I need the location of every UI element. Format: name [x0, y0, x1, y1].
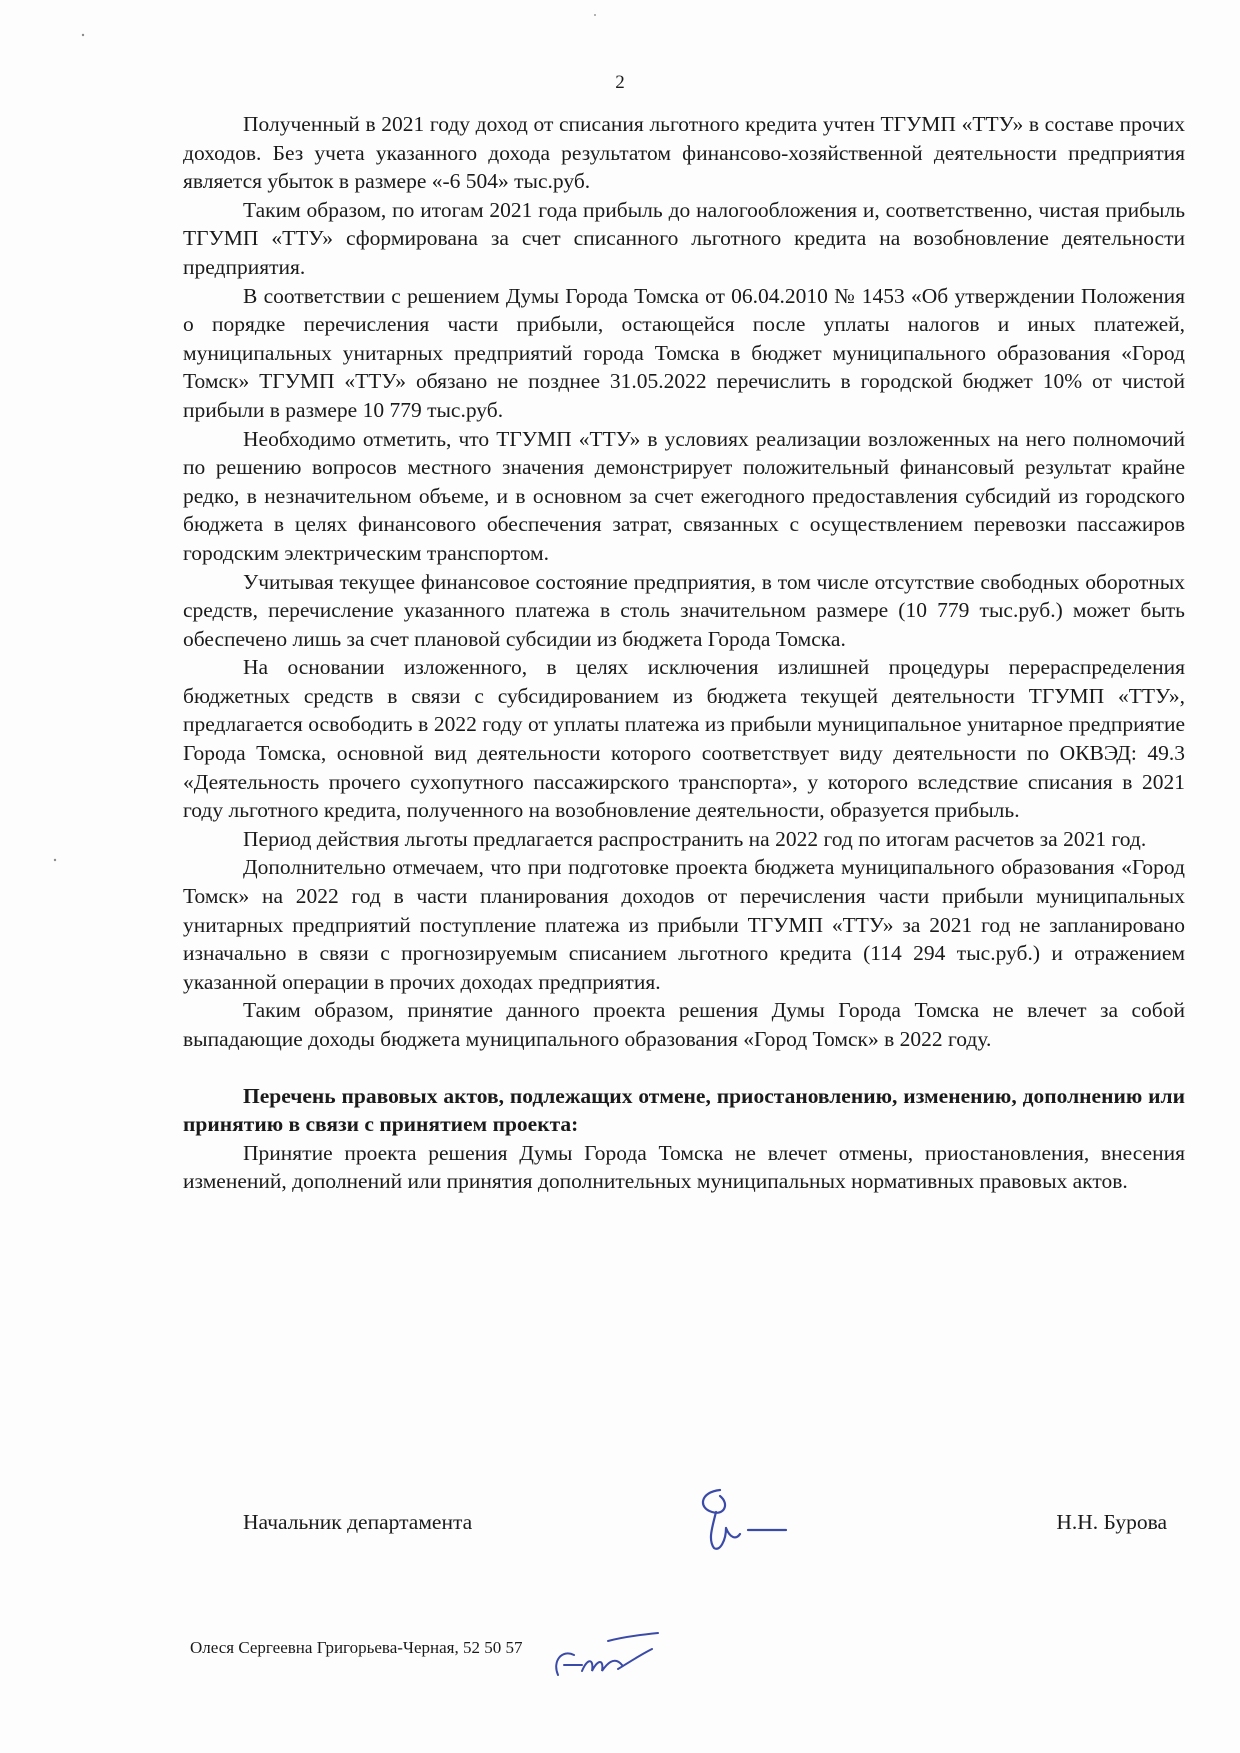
paragraph: Дополнительно отмечаем, что при подготовке проекта бюджета муниципального образования «Город Томск» на 2022 год в части планирования доходов от перечисления части прибыли муниципальных унитарных предприятий поступление платежа из прибыли ТГУМП «ТТУ» за 2021 год не запланировано изначально в связи с прогнозируемым списанием льготного кредита (114 294 тыс.руб.) и отражением указанной операции в прочих доходах предприятия.: [183, 855, 1185, 994]
signatory-position: Начальник департамента: [243, 1510, 473, 1534]
contact-info: Олеся Сергеевна Григорьева-Черная, 52 50 57: [190, 1638, 523, 1657]
scan-speck: [50, 855, 60, 865]
page-number: 2: [615, 72, 625, 93]
section-heading: Перечень правовых актов, подлежащих отмене, приостановлению, изменению, дополнению или принятию в связи с принятием проекта:: [183, 1083, 1185, 1137]
signatory-name: Н.Н. Бурова: [1056, 1510, 1167, 1534]
paragraph: Принятие проекта решения Думы Города Томска не влечет отмены, приостановления, внесения изменений, дополнений или принятия дополнительных муниципальных нормативных правовых актов.: [183, 1140, 1185, 1194]
handwritten-signature: [690, 1478, 810, 1558]
paragraph: В соответствии с решением Думы Города Томска от 06.04.2010 № 1453 «Об утверждении Положения о порядке перечисления части прибыли, остающейся после уплаты налогов и иных платежей, муниципальных унитарных предприятий города Томска в бюджет муниципального образования «Город Томск» ТГУМП «ТТУ» обязано не позднее 31.05.2022 перечислить в городской бюджет 10% от чистой прибыли в размере 10 779 тыс.руб.: [183, 283, 1185, 422]
paragraph: Учитывая текущее финансовое состояние предприятия, в том числе отсутствие свободных оборотных средств, перечисление указанного платежа в столь значительном размере (10 779 тыс.руб.) может быть обеспечено лишь за счет плановой субсидии из бюджета Города Томска.: [183, 569, 1185, 651]
paragraph: Таким образом, принятие данного проекта решения Думы Города Томска не влечет за собой выпадающие доходы бюджета муниципального образования «Город Томск» в 2022 году.: [183, 998, 1185, 1051]
paragraph: Период действия льготы предлагается распространить на 2022 год по итогам расчетов за 2021 год.: [243, 826, 1147, 851]
scan-speck: [590, 10, 600, 20]
paragraph: Полученный в 2021 году доход от списания льготного кредита учтен ТГУМП «ТТУ» в составе прочих доходов. Без учета указанного дохода результатом финансово-хозяйственной деятельности предприятия является убыток в размере «-6 504» тыс.руб.: [183, 112, 1185, 194]
paragraph: На основании изложенного, в целях исключения излишней процедуры перераспределения бюджетных средств в связи с субсидированием из бюджета текущей деятельности ТГУМП «ТТУ», предлагается освободить в 2022 году от уплаты платежа из прибыли муниципальное унитарное предприятие Города Томска, основной вид деятельности которого соответствует виду деятельности по ОКВЭД: 49.3 «Деятельность прочего сухопутного пассажирского транспорта», у которого вследствие списания в 2021 году льготного кредита, полученного на возобновление деятельности, образуется прибыль.: [183, 655, 1185, 823]
scan-speck: [78, 30, 88, 40]
handwritten-initials: [548, 1625, 668, 1685]
document-body: [183, 110, 1185, 1196]
paragraph: Таким образом, по итогам 2021 года прибыль до налогообложения и, соответственно, чистая прибыль ТГУМП «ТТУ» сформирована за счет списанного льготного кредита на возобновление деятельности предприятия.: [183, 197, 1185, 279]
paragraph: Необходимо отметить, что ТГУМП «ТТУ» в условиях реализации возложенных на него полномочий по решению вопросов местного значения демонстрирует положительный финансовый результат крайне редко, в незначительном объеме, и в основном за счет ежегодного предоставления субсидий из городского бюджета в целях финансового обеспечения затрат, связанных с осуществлением перевозки пассажиров городским электрическим транспортом.: [183, 426, 1185, 565]
